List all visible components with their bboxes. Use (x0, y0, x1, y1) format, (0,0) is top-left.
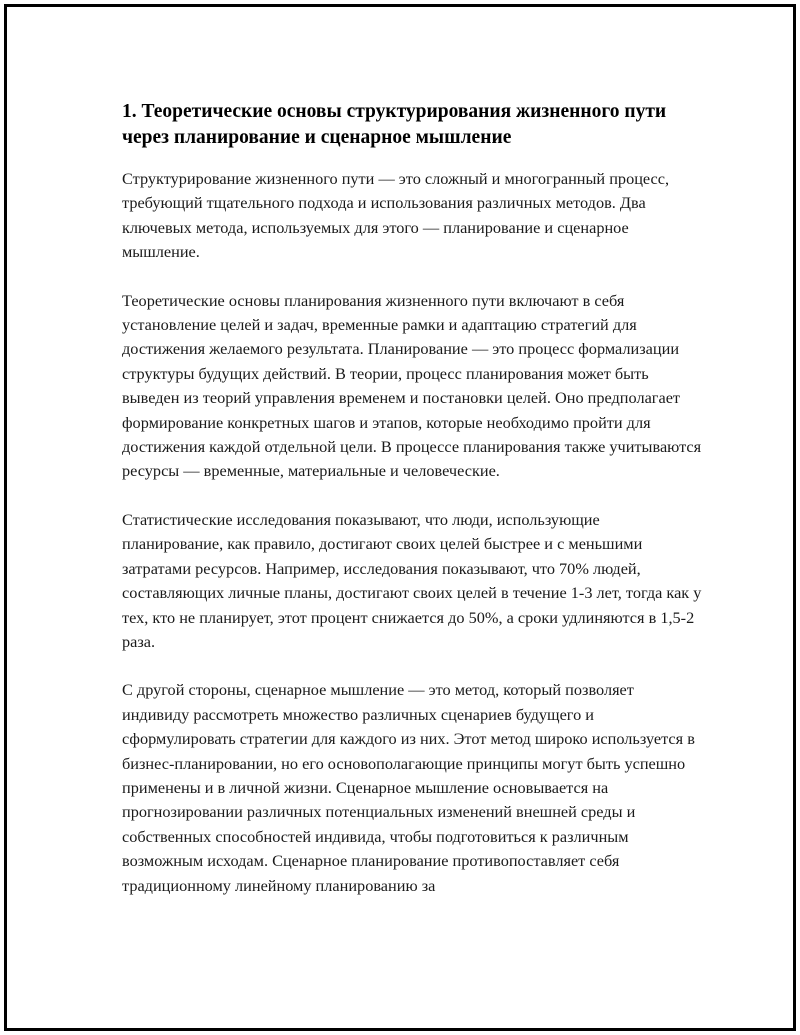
paragraph-scenario-thinking: С другой стороны, сценарное мышление — это метод, который позволяет индивиду рассмотреть множество различных сценариев будущего и сформулировать стратегии для каждого из них. Этот метод широко используется в бизнес-планировании, но его основополагающие принципы могут быть успешно применены и в личной жизни. Сценарное мышление основывается на прогнозировании различных потенциальных изменений внешней среды и собственных способностей индивида, чтобы подготовиться к различным возможным исходам. Сценарное планирование противопоставляет себя традиционному линейному планированию за (122, 680, 695, 895)
paragraph-intro: Структурирование жизненного пути — это сложный и многогранный процесс, требующий тщательного подхода и использования различных методов. Два ключевых метода, используемых для этого — планирование и сценарное мышление. (122, 169, 670, 262)
section-heading: 1. Теоретические основы структурирования жизненного пути через планирование и сценарное мышление (122, 101, 667, 148)
paragraph-statistics: Статистические исследования показывают, что люди, использующие планирование, как правило, достигают своих целей быстрее и с меньшими затратами ресурсов. Например, исследования показывают, что 70% людей, составляющих личные планы, достигают своих целей в течение 1-3 лет, тогда как у тех, кто не планирует, этот процент снижается до 50%, а сроки удлиняются в 1,5-2 раза. (122, 509, 702, 651)
paragraph-planning-theory: Теоретические основы планирования жизненного пути включают в себя установление целей и задач, временные рамки и адаптацию стратегий для достижения желаемого результата. Планирование — это процесс формализации структуры будущих действий. В теории, процесс планирования может быть выведен из теорий управления временем и постановки целей. Оно предполагает формирование конкретных шагов и этапов, которые необходимо пройти для достижения каждой отдельной цели. В процессе планирования также учитываются ресурсы — временные, материальные и человеческие. (122, 290, 702, 481)
document-body (122, 99, 702, 922)
page-frame (4, 4, 796, 1031)
